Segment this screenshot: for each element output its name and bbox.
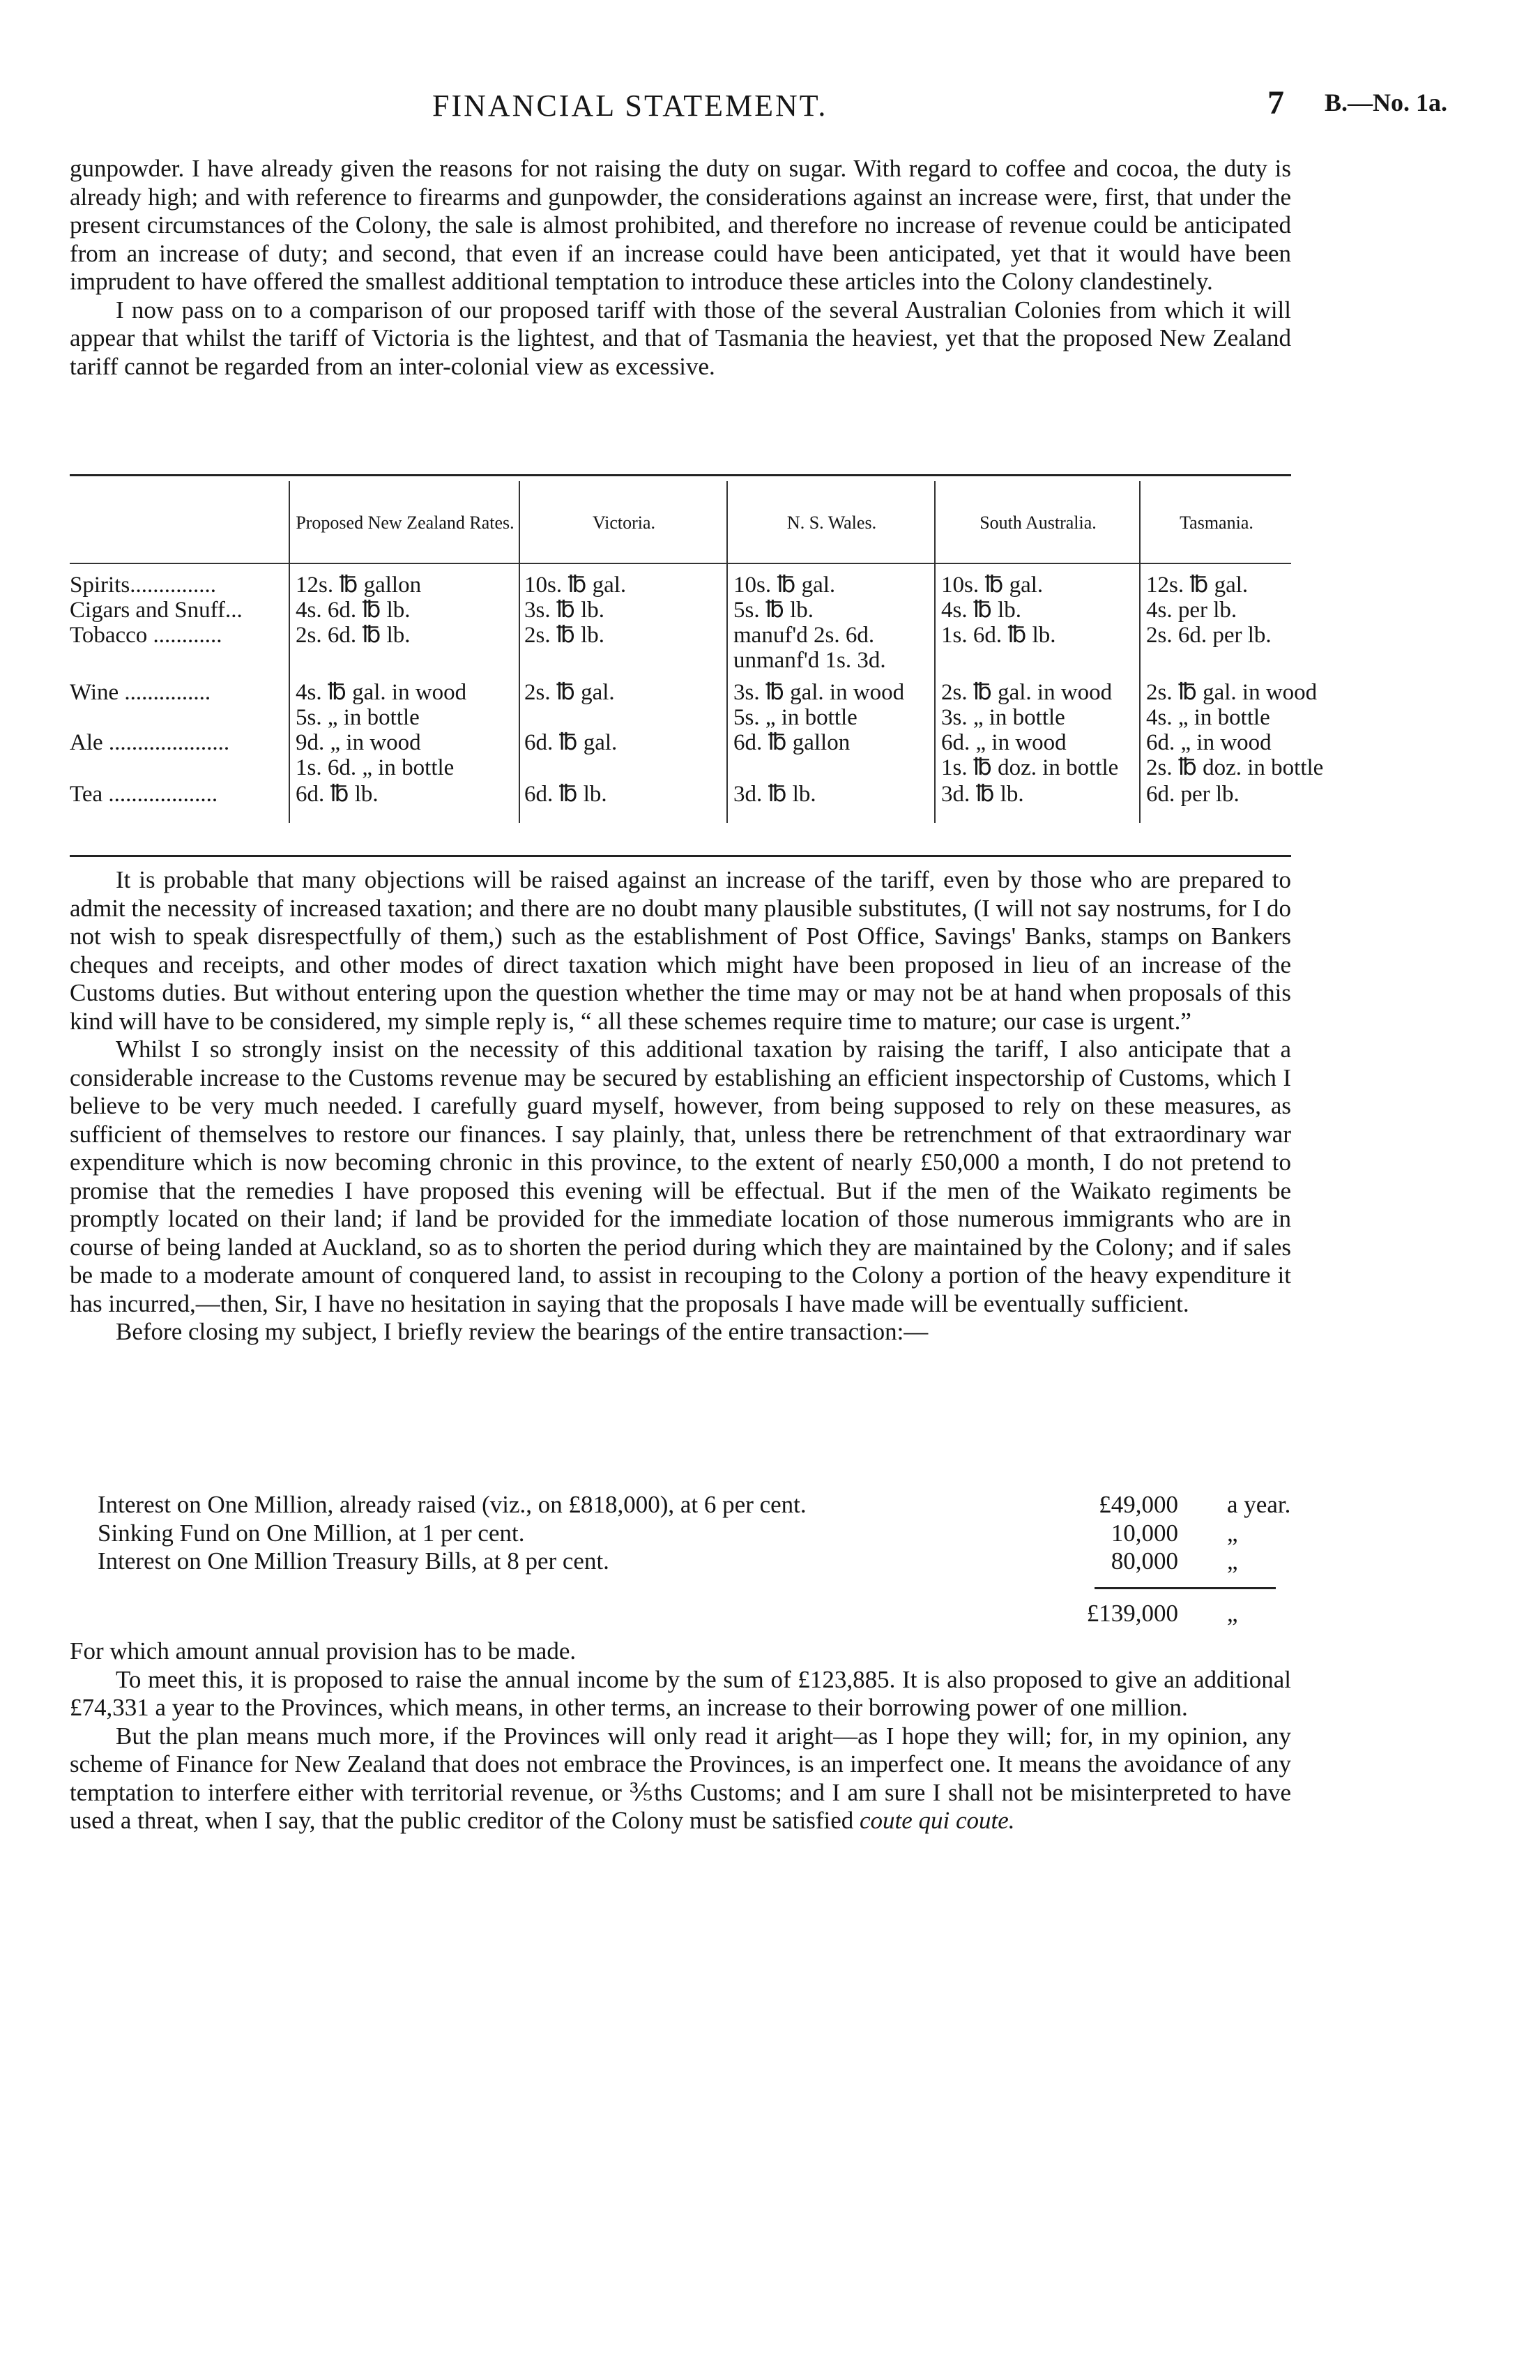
paragraph: Whilst I so strongly insist on the necessity of this additional taxation by raising the tariff, I also anticipate that a considerable increase to the Customs revenue may be secured by establishing an efficient inspectorship of Customs, which I believe to be very much needed. I carefully guard myself, however, from being supposed to rely on these measures, as sufficient of themselves to restore our finances. I say plainly, that, unless there be retrenchment of that extraordinary war expenditure which is now becoming chronic in this province, to the extent of nearly £50,000 a month, I do not pretend to promise that the remedies I have proposed this evening will be effectual. But if the men of the Waikato regiments be promptly located on their land; if land be provided for the immediate location of those numerous immigrants who are in course of being landed at Auckland, so as to shorten the period during which they are maintained by the Colony; and if sales be made to a moderate amount of conquered land, to assist in recouping to the Colony a portion of the heavy expenditure it has incurred,—then, Sir, I have no hesitation in saying that the proposals I have made will be eventually sufficient. — [70, 1036, 1291, 1317]
paragraph — [70, 1722, 1291, 1835]
page-header — [0, 82, 1540, 127]
table-cell: 6d. ℔ lb. — [524, 782, 607, 807]
table-cell: 6d. per lb. — [1146, 782, 1240, 807]
column-header: Tasmania. — [1180, 513, 1253, 533]
table-cell: 10s. ℔ gal. — [733, 573, 836, 598]
table-cell: 3s. „ in bottle — [941, 705, 1065, 730]
page-title: FINANCIAL STATEMENT. — [432, 89, 828, 123]
summary-line — [98, 1491, 1297, 1519]
table-cell: 6d. ℔ gallon — [733, 730, 851, 755]
table-cell: 4s. ℔ lb. — [941, 598, 1022, 623]
column-divider — [289, 481, 290, 823]
paragraph: To meet this, it is proposed to raise the annual income by the sum of £123,885. It is also proposed to give an additional £74,331 a year to the Provinces, which means, in other terms, an increase to their borrowing power of one million. — [70, 1665, 1291, 1721]
table-cell: 4s. ℔ gal. in wood — [296, 680, 467, 705]
summary-amount: 10,000 — [1111, 1519, 1178, 1547]
summary-unit: „ — [1227, 1519, 1238, 1547]
sum-rule — [1095, 1587, 1276, 1589]
row-label: Wine ............... — [70, 680, 211, 705]
table-cell: 12s. ℔ gallon — [296, 573, 422, 598]
paragraph: It is probable that many objections will be raised against an increase of the tariff, even by those who are prepared to admit the necessity of increased taxation; and there are no doubt many plausible substitutes, (I will not say nostrums, for I do not wish to speak disrespectfully of them,) such as the establishment of Post Office, Savings' Banks, stamps on Bankers cheques and receipts, and other modes of direct taxation which might have been proposed in lieu of an increase of the Customs duties. But without entering upon the question whether the time may or may not be at hand when proposals of this kind will have to be considered, my simple reply is, “ all these schemes require time to mature; our case is urgent.” — [70, 866, 1291, 1035]
table-cell: unmanf'd 1s. 3d. — [733, 648, 886, 673]
table-bottom-rule — [70, 855, 1291, 857]
summary-unit: „ — [1227, 1547, 1238, 1575]
transaction-summary — [98, 1491, 1297, 1628]
table-cell: 4s. „ in bottle — [1146, 705, 1270, 730]
paragraph-text: But the plan means much more, if the Provinces will only read it aright—as I hope they will; for, in my opinion, any scheme of Finance for New Zealand that does not embrace the Provinces, is an imperfect one. It means the avoidance of any temptation to interfere either with territorial revenue, or ⅗ths Customs; and I am sure I shall not be misinterpreted to have used a threat, when I say, that the public creditor of the Colony must be satisfied — [70, 1722, 1291, 1834]
row-label: Tea ................... — [70, 782, 218, 807]
column-divider — [934, 481, 936, 823]
table-cell: 3s. ℔ gal. in wood — [733, 680, 905, 705]
table-cell: 3d. ℔ lb. — [733, 782, 816, 807]
table-cell: 6d. ℔ lb. — [296, 782, 379, 807]
body-text-middle — [70, 866, 1291, 1347]
summary-line — [98, 1519, 1297, 1548]
table-cell: 2s. ℔ lb. — [524, 623, 605, 648]
summary-total — [98, 1600, 1297, 1628]
body-text-top — [70, 155, 1291, 381]
table-cell: 1s. 6d. „ in bottle — [296, 755, 455, 780]
row-label: Cigars and Snuff... — [70, 598, 243, 623]
body-text-bottom — [70, 1637, 1291, 1835]
column-divider — [519, 481, 520, 823]
paragraph: For which amount annual provision has to be made. — [70, 1637, 577, 1665]
summary-description: Interest on One Million, already raised (viz., on £818,000), at 6 per cent. — [98, 1491, 807, 1518]
table-cell: 2s. 6d. ℔ lb. — [296, 623, 411, 648]
table-cell: 2s. ℔ gal. in wood — [941, 680, 1113, 705]
sum-rule-row — [98, 1576, 1297, 1600]
table-cell: 2s. ℔ gal. — [524, 680, 615, 705]
column-divider — [726, 481, 728, 823]
table-cell: 4s. 6d. ℔ lb. — [296, 598, 411, 623]
total-amount: £139,000 — [1086, 1599, 1178, 1627]
table-cell: 2s. ℔ gal. in wood — [1146, 680, 1318, 705]
table-cell: 5s. ℔ lb. — [733, 598, 814, 623]
summary-description: Sinking Fund on One Million, at 1 per cent. — [98, 1519, 525, 1547]
table-cell: 3d. ℔ lb. — [941, 782, 1024, 807]
table-cell: 3s. ℔ lb. — [524, 598, 605, 623]
total-unit: „ — [1227, 1599, 1238, 1627]
table-top-rule — [70, 474, 1291, 476]
document-reference: B.—No. 1a. — [1325, 89, 1448, 116]
table-cell: 10s. ℔ gal. — [524, 573, 627, 598]
summary-amount: 80,000 — [1111, 1547, 1178, 1575]
table-cell: 10s. ℔ gal. — [941, 573, 1044, 598]
page-number: 7 — [1267, 84, 1284, 121]
row-label: Ale ..................... — [70, 730, 230, 755]
paragraph: gunpowder. I have already given the reasons for not raising the duty on sugar. With regard to coffee and cocoa, the duty is already high; and with reference to firearms and gunpowder, the considerations against an increase were, first, that under the present circumstances of the Colony, the sale is almost prohibited, and therefore no increase of revenue could be anticipated from an increase of duty; and second, that even if an increase could have been anticipated, yet that it would have been imprudent to have offered the smallest additional temptation to introduce these articles into the Colony clandestinely. — [70, 155, 1291, 295]
paragraph: I now pass on to a comparison of our proposed tariff with those of the several Australian Colonies from which it will appear that whilst the tariff of Victoria is the lightest, and that of Tasmania the heaviest, yet that the proposed New Zealand tariff cannot be regarded from an inter-colonial view as excessive. — [70, 296, 1291, 380]
column-header: South Australia. — [979, 513, 1097, 533]
column-divider — [1139, 481, 1141, 823]
row-label: Spirits............... — [70, 573, 216, 598]
summary-unit: a year. — [1227, 1491, 1291, 1518]
summary-description: Interest on One Million Treasury Bills, at 8 per cent. — [98, 1547, 609, 1575]
table-cell: 12s. ℔ gal. — [1146, 573, 1249, 598]
table-cell: 9d. „ in wood — [296, 730, 421, 755]
summary-line — [98, 1547, 1297, 1576]
table-header — [70, 481, 1291, 563]
table-cell: manuf'd 2s. 6d. — [733, 623, 875, 648]
table-cell: 4s. per lb. — [1146, 598, 1237, 623]
table-cell: 6d. „ in wood — [1146, 730, 1272, 755]
paragraph: Before closing my subject, I briefly review the bearings of the entire transaction:— — [116, 1318, 929, 1345]
table-cell: 6d. ℔ gal. — [524, 730, 618, 755]
row-label: Tobacco ............ — [70, 623, 222, 648]
italic-phrase: coute qui coute. — [860, 1807, 1015, 1834]
table-cell: 5s. „ in bottle — [296, 705, 420, 730]
column-header: Proposed New Zealand Rates. — [296, 513, 514, 533]
header-rule — [70, 563, 1291, 564]
summary-amount: £49,000 — [1099, 1491, 1178, 1518]
table-cell: 2s. ℔ doz. in bottle — [1146, 755, 1324, 780]
table-cell: 5s. „ in bottle — [733, 705, 857, 730]
table-cell: 1s. ℔ doz. in bottle — [941, 755, 1119, 780]
table-cell: 6d. „ in wood — [941, 730, 1067, 755]
table-cell: 1s. 6d. ℔ lb. — [941, 623, 1056, 648]
column-header: N. S. Wales. — [786, 513, 877, 533]
column-header: Victoria. — [592, 513, 656, 533]
table-cell: 2s. 6d. per lb. — [1146, 623, 1272, 648]
